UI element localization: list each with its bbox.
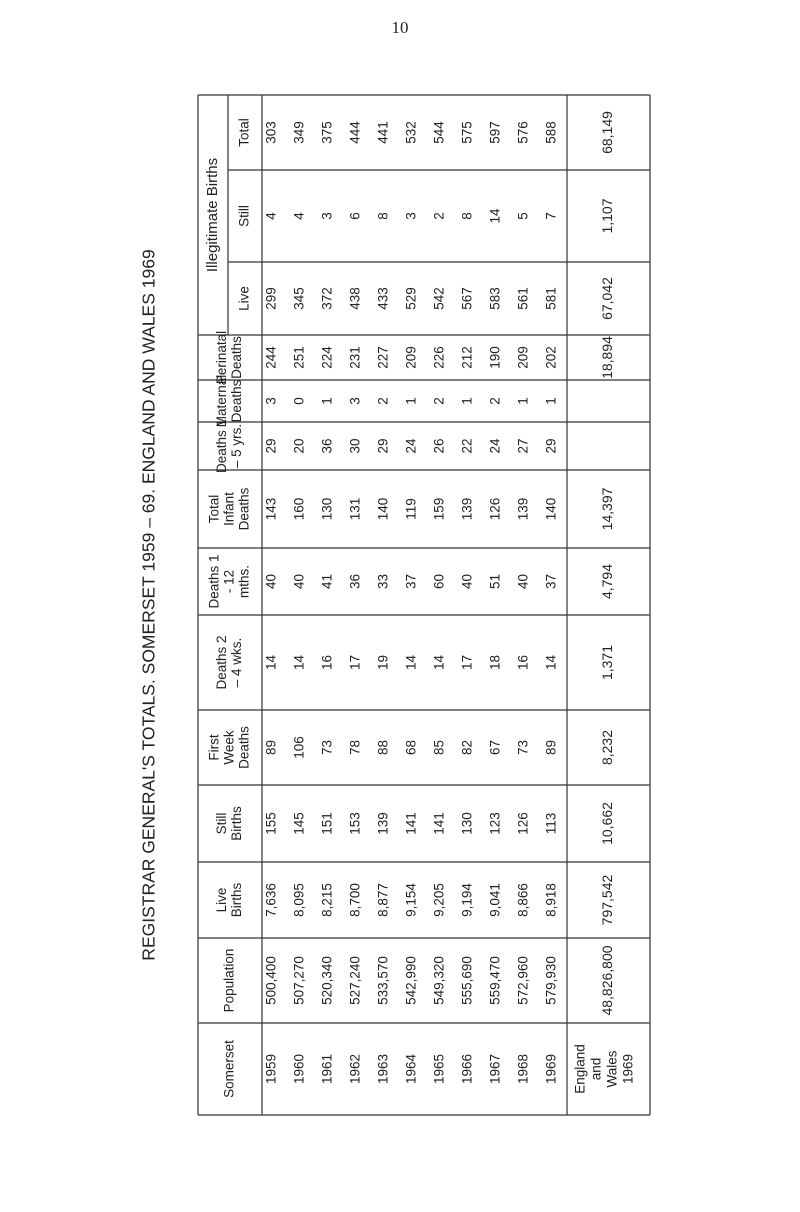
table-cell: 1969 xyxy=(543,1053,559,1085)
column-header: Births xyxy=(229,882,245,918)
table-title: REGISTRAR GENERAL'S TOTALS. SOMERSET 1959 – 69. ENGLAND AND WALES 1969 xyxy=(138,249,159,961)
table-cell: 2 xyxy=(431,397,447,405)
totals-cell: 1,107 xyxy=(599,198,616,234)
totals-label: and xyxy=(588,1057,604,1081)
table-cell: 8 xyxy=(459,212,475,220)
table-cell: 85 xyxy=(431,739,447,756)
table-cell: 8,215 xyxy=(319,883,335,917)
table-cell: 433 xyxy=(375,287,391,310)
column-header: Births xyxy=(229,806,245,841)
table-cell: 20 xyxy=(291,438,307,454)
table-cell: 2 xyxy=(431,212,447,220)
table-cell: 0 xyxy=(291,397,307,405)
table-cell: 24 xyxy=(487,438,503,454)
column-header: First xyxy=(206,734,222,761)
table-cell: 2 xyxy=(375,397,391,405)
table-cell: 8,877 xyxy=(375,883,391,917)
table-cell: 575 xyxy=(459,121,475,144)
table-cell: 544 xyxy=(431,121,447,144)
table-cell: 29 xyxy=(543,438,559,454)
table-cell: 89 xyxy=(543,739,559,756)
table-cell: 30 xyxy=(347,438,363,454)
table-cell: 3 xyxy=(347,397,363,405)
table-cell: 40 xyxy=(459,573,475,590)
table-cell: 113 xyxy=(543,812,559,835)
table-cell: 212 xyxy=(459,346,475,369)
table-cell: 16 xyxy=(515,654,531,671)
table-cell: 529 xyxy=(403,287,419,310)
table-cell: 8,866 xyxy=(515,883,531,917)
column-header: Perinatal xyxy=(214,330,230,385)
column-header: Live xyxy=(214,887,230,913)
table-cell: 227 xyxy=(375,346,391,369)
table-cell: 555,690 xyxy=(459,956,475,1005)
table-cell: 500,400 xyxy=(263,956,279,1005)
table-cell: 160 xyxy=(291,497,307,521)
table-cell: 17 xyxy=(347,654,363,671)
table-cell: 1 xyxy=(515,397,531,405)
table-cell: 29 xyxy=(263,438,279,454)
table-cell: 1960 xyxy=(291,1053,307,1085)
totals-cell: 10,662 xyxy=(599,802,616,845)
table-cell: 7,636 xyxy=(263,883,279,917)
table-cell: 14 xyxy=(263,654,279,671)
table-cell: 51 xyxy=(487,573,503,590)
table-cell: 9,154 xyxy=(403,883,419,917)
totals-cell: 18,894 xyxy=(599,336,616,379)
table-cell: 14 xyxy=(291,654,307,671)
table-cell: 542 xyxy=(431,287,447,310)
table-cell: 37 xyxy=(403,573,419,590)
table-cell: 40 xyxy=(263,573,279,590)
column-header: Somerset xyxy=(221,1040,237,1098)
table-cell: 36 xyxy=(347,573,363,590)
table-cell: 1967 xyxy=(487,1053,503,1085)
table-cell: 1962 xyxy=(347,1053,363,1085)
table-cell: 155 xyxy=(263,812,279,835)
table-cell: 3 xyxy=(403,212,419,220)
table-cell: 14 xyxy=(543,654,559,671)
totals-cell: 67,042 xyxy=(599,277,616,320)
table-cell: 597 xyxy=(487,121,503,144)
table-cell: 88 xyxy=(375,739,391,756)
table-cell: 579,930 xyxy=(543,956,559,1005)
column-header: Week xyxy=(221,730,237,765)
table-cell: 1 xyxy=(403,397,419,405)
table-cell: 209 xyxy=(403,346,419,369)
table-cell: 140 xyxy=(375,497,391,521)
table-cell: 1964 xyxy=(403,1053,419,1085)
table-cell: 527,240 xyxy=(347,956,363,1005)
table-cell: 17 xyxy=(459,654,475,671)
table-cell: 82 xyxy=(459,739,475,756)
column-header: Deaths xyxy=(236,726,252,769)
table-cell: 40 xyxy=(291,573,307,590)
column-header: mths. xyxy=(236,564,252,599)
column-header: Still xyxy=(236,205,252,227)
table-cell: 126 xyxy=(487,497,503,521)
table-cell: 89 xyxy=(263,739,279,756)
table-cell: 3 xyxy=(263,397,279,405)
table-cell: 561 xyxy=(515,287,531,310)
table-cell: 372 xyxy=(319,287,335,310)
table-cell: 349 xyxy=(291,121,307,144)
column-header: – 5 yrs. xyxy=(229,423,245,469)
table-cell: 202 xyxy=(543,346,559,369)
table-cell: 27 xyxy=(515,438,531,454)
column-header: Deaths 2 xyxy=(214,635,230,690)
table-cell: 139 xyxy=(515,497,531,521)
table-cell: 8,700 xyxy=(347,883,363,917)
table-cell: 8 xyxy=(375,212,391,220)
column-header: Maternal xyxy=(214,374,230,428)
table-cell: 533,570 xyxy=(375,956,391,1005)
table-cell: 2 xyxy=(487,397,503,405)
table-cell: 6 xyxy=(347,212,363,220)
page-number: 10 xyxy=(391,18,409,37)
table-cell: 1 xyxy=(459,397,475,405)
totals-label: 1969 xyxy=(620,1053,636,1085)
table-cell: 73 xyxy=(515,739,531,756)
table-cell: 8,095 xyxy=(291,883,307,917)
column-header: Deaths 1 xyxy=(214,418,230,474)
table-cell: 130 xyxy=(319,497,335,521)
table-cell: 7 xyxy=(543,212,559,220)
table-cell: 303 xyxy=(263,121,279,144)
table-cell: 78 xyxy=(347,739,363,756)
table-cell: 441 xyxy=(375,121,391,144)
table-cell: 224 xyxy=(319,346,335,369)
table-cell: 14 xyxy=(431,654,447,671)
table-cell: 299 xyxy=(263,287,279,310)
totals-cell: 14,397 xyxy=(599,487,616,531)
table-cell: 190 xyxy=(487,346,503,369)
table-cell: 244 xyxy=(263,346,279,369)
column-header: Still xyxy=(214,812,230,835)
table-cell: 68 xyxy=(403,739,419,756)
table-cell: 29 xyxy=(375,438,391,454)
table-cell: 140 xyxy=(543,497,559,521)
table-cell: 106 xyxy=(291,736,307,759)
table-cell: 24 xyxy=(403,438,419,454)
table-cell: 8,918 xyxy=(543,883,559,917)
table-cell: 588 xyxy=(543,121,559,144)
table-cell: 22 xyxy=(459,438,475,454)
table-cell: 581 xyxy=(543,287,559,310)
table-cell: 14 xyxy=(403,654,419,671)
table-cell: 572,960 xyxy=(515,956,531,1005)
table-cell: 559,470 xyxy=(487,956,503,1005)
table-cell: 4 xyxy=(291,212,307,220)
table-cell: 153 xyxy=(347,812,363,835)
table-cell: 67 xyxy=(487,739,503,756)
table-cell: 131 xyxy=(347,497,363,521)
column-header: Population xyxy=(221,948,237,1013)
table-cell: 9,041 xyxy=(487,883,503,917)
table-cell: 1968 xyxy=(515,1053,531,1085)
table-cell: 251 xyxy=(291,346,307,369)
table-cell: 444 xyxy=(347,121,363,144)
table-cell: 143 xyxy=(263,497,279,521)
table-cell: 9,194 xyxy=(459,883,475,917)
column-header: Deaths xyxy=(229,379,245,423)
column-header: Live xyxy=(236,286,252,311)
table-cell: 130 xyxy=(459,812,475,835)
table-cell: 119 xyxy=(403,498,419,520)
column-header: – 4 wks. xyxy=(229,637,245,688)
totals-cell: 1,371 xyxy=(599,644,616,681)
table-cell: 40 xyxy=(515,573,531,590)
group-header-illegitimate: Illegitimate Births xyxy=(203,157,221,273)
table-cell: 345 xyxy=(291,287,307,310)
table-cell: 18 xyxy=(487,654,503,671)
table-cell: 3 xyxy=(319,212,335,220)
table-cell: 159 xyxy=(431,497,447,521)
table-cell: 139 xyxy=(375,812,391,835)
table-cell: 4 xyxy=(263,212,279,220)
totals-cell: 48,826,800 xyxy=(599,945,616,1016)
totals-cell: 68,149 xyxy=(599,111,616,154)
table-cell: 145 xyxy=(291,812,307,835)
table-cell: 583 xyxy=(487,287,503,310)
column-header: Deaths xyxy=(236,487,252,531)
table-cell: 1 xyxy=(319,397,335,405)
table-cell: 37 xyxy=(543,573,559,590)
table-cell: 532 xyxy=(403,121,419,144)
table-cell: 33 xyxy=(375,573,391,590)
table-cell: 73 xyxy=(319,739,335,756)
table-cell: 41 xyxy=(319,573,335,590)
table-cell: 14 xyxy=(487,208,503,224)
table-cell: 226 xyxy=(431,346,447,369)
column-header: Deaths xyxy=(229,336,245,379)
table-cell: 36 xyxy=(319,438,335,454)
table-cell: 1961 xyxy=(319,1053,335,1085)
table-cell: 1965 xyxy=(431,1053,447,1085)
table-cell: 141 xyxy=(431,812,447,835)
table-cell: 507,270 xyxy=(291,956,307,1005)
column-header: Total xyxy=(206,494,222,524)
table-cell: 141 xyxy=(403,812,419,835)
table-cell: 438 xyxy=(347,287,363,310)
table-cell: 1 xyxy=(543,397,559,405)
table-cell: 1963 xyxy=(375,1053,391,1085)
table-cell: 19 xyxy=(375,654,391,671)
table-cell: 1959 xyxy=(263,1053,279,1085)
table-cell: 123 xyxy=(487,812,503,835)
table-cell: 126 xyxy=(515,812,531,835)
table-cell: 520,340 xyxy=(319,956,335,1005)
totals-cell: 4,794 xyxy=(599,563,616,600)
table-cell: 16 xyxy=(319,654,335,671)
totals-label: England xyxy=(572,1044,588,1094)
table-cell: 549,320 xyxy=(431,956,447,1005)
table-cell: 567 xyxy=(459,287,475,310)
table-cell: 5 xyxy=(515,212,531,220)
column-header: Deaths 1 xyxy=(206,554,222,609)
table-cell: 26 xyxy=(431,438,447,454)
column-header: - 12 xyxy=(221,569,237,594)
totals-cell: 797,542 xyxy=(599,874,616,926)
table-cell: 1966 xyxy=(459,1053,475,1085)
table-cell: 139 xyxy=(459,497,475,521)
table-cell: 375 xyxy=(319,121,335,144)
table-cell: 151 xyxy=(319,812,335,835)
table-cell: 231 xyxy=(347,346,363,369)
table-cell: 576 xyxy=(515,121,531,144)
totals-cell: 8,232 xyxy=(599,729,616,766)
table-cell: 60 xyxy=(431,573,447,590)
table-cell: 9,205 xyxy=(431,883,447,917)
totals-label: Wales xyxy=(604,1050,620,1088)
table-cell: 542,990 xyxy=(403,956,419,1005)
column-header: Infant xyxy=(221,492,237,526)
table-cell: 209 xyxy=(515,346,531,369)
column-header: Total xyxy=(236,118,252,147)
